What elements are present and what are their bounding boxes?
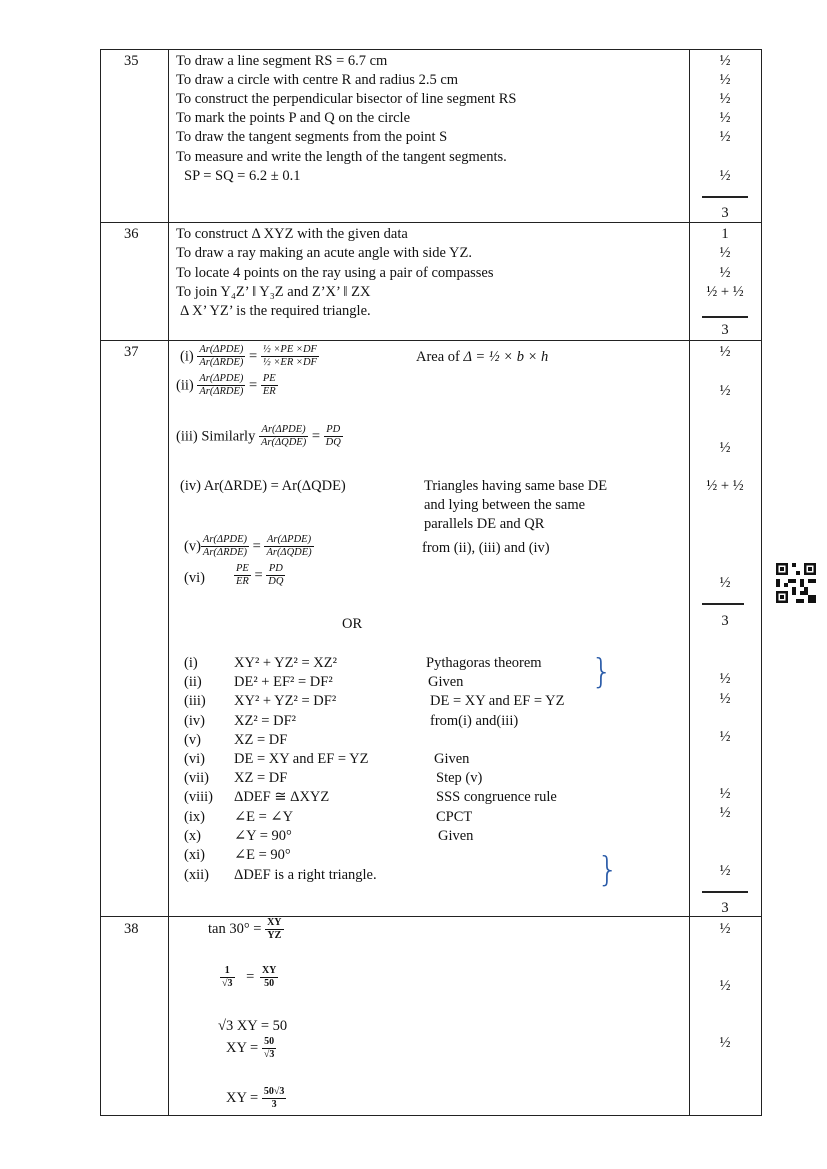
q37-total-rule-b [702,891,748,893]
q37-iii-rhs [324,424,343,449]
alt-step-reason: Given [428,674,464,690]
q37-i-lhs-den: Ar(ΔRDE) [199,357,244,369]
brace-right-icon: } [597,850,619,890]
q37-total-a: 3 [721,613,729,629]
q38-line-3: √3 XY = 50 [218,1018,288,1034]
q37-i-lhs-num: Ar(ΔPDE) [197,344,245,357]
q37-i-label: (i) [180,348,194,365]
q37-mark-a3: ½ [719,440,731,456]
row-separator-37-38 [100,916,762,917]
q37-iii-label: (iii) Similarly [176,428,256,445]
q36-total: 3 [721,322,729,338]
q35-step-5: To draw the tangent segments from the point S [176,129,448,145]
q38-l5-num: 50√3 [263,1086,285,1097]
q38-l1-frac [265,917,283,941]
q37-step-ii: (ii) $\frac{\text{Ar(ΔPDE)}}{\text{Ar(ΔRDE)}}$ = $\frac{PE}{ER}$ [176,373,276,398]
q37-total-rule-a [702,603,744,605]
q37-mark-a1: ½ [719,344,731,360]
alt-step-reason: Given [438,828,474,844]
q37-vi-lhs-num: PE [234,563,251,576]
alt-step-label: (i) [184,655,198,671]
q36-step-3: To locate 4 points on the ray using a pair of compasses [176,265,494,281]
alt-step-label: (x) [184,828,201,844]
alt-step-label: (xi) [184,847,205,863]
q37-step-vi: $\frac{PE}{ER}$ = $\frac{PD}{DQ}$ [236,563,284,588]
alt-step-reason: SSS congruence rule [436,789,557,805]
q36-mark-3: ½ [719,265,731,281]
q38-l4-prefix: XY = [226,1039,259,1056]
q37-ii-rhs [261,373,278,398]
q38-l2-rden: 50 [264,977,275,989]
q37-vi-lhs-den: ER [236,576,249,588]
alt-step-label: (iii) [184,693,206,709]
q37-ii-label: (ii) [176,377,194,394]
alt-step-statement: ΔDEF is a right triangle. [234,867,377,883]
q37-vi-label: (vi) [184,570,205,586]
table-divider-1 [168,49,169,1116]
alt-step-statement: DE² + EF² = DF² [234,674,333,690]
q36-step-5: Δ X’ YZ’ is the required triangle. [180,303,371,319]
q37-mark-b5: ½ [719,805,731,821]
q35-total: 3 [721,205,729,221]
q37-mark-b3: ½ [719,729,731,745]
q37-i-rhs-den: ½ ×ER ×DF [262,357,317,369]
qr-code-icon [776,563,816,603]
q35-step-6: To measure and write the length of the tangent segments. [176,149,507,165]
q37-step-v: (v) $\frac{\text{Ar(ΔPDE)}}{\text{Ar(ΔRDE)}}$ = $\frac{\text{Ar(ΔPDE)}}{\text{Ar(ΔQDE)}}$ [184,534,312,559]
q37-mark-b1: ½ [719,671,731,687]
q38-l2-lhs [220,965,235,989]
table-left-border [100,49,101,1116]
q37-v-lhs-num: Ar(ΔPDE) [201,534,249,547]
q35-mark-1: ½ [719,53,731,69]
alt-step-label: (xii) [184,867,209,883]
q37-i-rhs [261,344,319,369]
q37-iii-lhs-num: Ar(ΔPDE) [259,424,308,437]
q37-total-b: 3 [721,900,729,916]
q38-l2-eq: = [246,968,255,985]
q37-i-lhs [197,344,245,369]
question-number-35: 35 [124,53,139,69]
question-number-36: 36 [124,226,139,242]
q37-iv-reason-3: parallels DE and QR [424,516,545,532]
q38-l4-frac [262,1036,277,1060]
q37-v-lhs [201,534,249,559]
q38-l2-rnum: XY [261,965,277,976]
q36-mark-1: 1 [721,226,729,242]
q38-mark-1: ½ [719,921,731,937]
q37-iii-rhs-den: DQ [325,437,341,449]
alt-step-label: (vii) [184,770,209,786]
alt-step-statement: ∠Y = 90° [234,828,292,844]
alt-step-reason: Pythagoras theorem [426,655,542,671]
q37-mark-a5: ½ [719,575,731,591]
q35-step-4: To mark the points P and Q on the circle [176,110,411,126]
q37-ii-rhs-den: ER [262,386,276,398]
q37-v-rhs-num: Ar(ΔPDE) [264,534,313,547]
q37-mark-b2: ½ [719,691,731,707]
q35-mark-3: ½ [719,91,731,107]
q37-mark-b4: ½ [719,786,731,802]
q37-area-formula [416,350,548,365]
q37-vi-rhs-den: DQ [268,576,284,588]
alt-step-statement: XZ = DF [234,770,288,786]
q37-mark-a4: ½ + ½ [706,478,744,494]
or-separator: OR [342,616,363,632]
alt-step-statement: DE = XY and EF = YZ [234,751,369,767]
q37-step-iii: (iii) Similarly $\frac{\text{Ar(ΔPDE)}}{\text{Ar(ΔQDE)}}$ = $\frac{PD}{DQ}$ [176,424,341,449]
q35-step-1: To draw a line segment RS = 6.7 cm [176,53,388,69]
q36-mark-4: ½ + ½ [706,284,744,300]
q36-step-4: To join Y₄Z’ ǁ Y₃Z and Z’X’ ǁ ZX [176,284,371,300]
q36-step-2: To draw a ray making an acute angle with side YZ. [176,245,472,261]
q35-mark-5: ½ [719,129,731,145]
q35-mark-4: ½ [719,110,731,126]
q37-vi-rhs [266,563,285,588]
q38-line-2 [220,965,278,989]
row-separator-35-36 [100,222,762,223]
q37-v-rhs-den: Ar(ΔQDE) [266,547,312,559]
q35-result: SP = SQ = 6.2 ± 0.1 [184,168,301,184]
alt-step-label: (v) [184,732,201,748]
q36-step-1: To construct Δ XYZ with the given data [176,226,408,242]
q38-l2-den: √3 [222,977,233,989]
q38-l2-rhs [260,965,278,989]
q37-area-expr: Δ = ½ × b × h [463,349,549,365]
q38-l1-den: YZ [267,929,282,941]
q37-step-iv: (iv) Ar(ΔRDE) = Ar(ΔQDE) [180,478,346,494]
q38-line-1 [208,917,284,941]
q35-step-3: To construct the perpendicular bisector of line segment RS [176,91,517,107]
q38-line-5 [226,1086,286,1110]
q38-l2-num: 1 [220,965,235,978]
q35-total-rule [702,196,748,198]
q38-l4-num: 50 [262,1036,277,1049]
q37-vi-lhs [234,563,251,588]
alt-step-reason: from(i) and(iii) [430,713,519,729]
table-divider-2 [689,49,690,1116]
q37-iii-rhs-num: PD [324,424,343,437]
alt-step-reason: CPCT [436,809,473,825]
q37-ii-lhs-num: Ar(ΔPDE) [197,373,245,386]
q37-mark-b6: ½ [719,863,731,879]
q35-step-2: To draw a circle with centre R and radius 2.5 cm [176,72,459,88]
q37-v-rhs [264,534,313,559]
alt-step-label: (ii) [184,674,202,690]
q38-l5-frac [262,1086,287,1110]
q37-ii-lhs-den: Ar(ΔRDE) [199,386,244,398]
alt-step-label: (ix) [184,809,205,825]
alt-step-statement: ∠E = 90° [234,847,291,863]
q37-mark-a2: ½ [719,383,731,399]
table-top-border [100,49,762,50]
alt-step-statement: XZ² = DF² [234,713,296,729]
alt-step-reason: Step (v) [436,770,483,786]
table-right-border [761,49,762,1116]
q38-line-4 [226,1036,276,1060]
alt-step-reason: DE = XY and EF = YZ [430,693,565,709]
q38-mark-3: ½ [719,1035,731,1051]
q38-l5-den: 3 [271,1098,277,1110]
table-bottom-border [100,1115,762,1116]
q38-l1-num: XY [267,917,282,928]
q37-step-i: (i) $\frac{\text{Ar(ΔPDE)}}{\text{Ar(ΔRDE)}}$ = $\frac{\text{½ ×PE ×DF}}{\text{½ ×ER ×DF}}$ [180,344,317,369]
q37-ii-rhs-num: PE [261,373,278,386]
q38-l5-prefix: XY = [226,1089,259,1106]
alt-step-statement: XZ = DF [234,732,288,748]
q38-l1-prefix: tan 30° = [208,920,262,937]
alt-step-statement: XY² + YZ² = XZ² [234,655,337,671]
q37-area-label: Area of [416,349,460,365]
alt-step-label: (iv) [184,713,205,729]
q37-iv-reason-1: Triangles having same base DE [424,478,608,494]
alt-step-label: (vi) [184,751,205,767]
alt-step-statement: ΔDEF ≅ ΔXYZ [234,789,330,805]
alt-step-reason: Given [434,751,470,767]
q37-ii-lhs [197,373,245,398]
alt-step-statement: ∠E = ∠Y [234,809,294,825]
alt-step-label: (viii) [184,789,213,805]
q36-total-rule [702,316,748,318]
q37-v-lhs-den: Ar(ΔRDE) [202,547,247,559]
q37-iv-reason-2: and lying between the same [424,497,586,513]
q37-iii-lhs-den: Ar(ΔQDE) [260,437,307,449]
brace-right-icon: } [591,652,613,692]
q35-mark-6: ½ [719,168,731,184]
question-number-38: 38 [124,921,139,937]
q38-l4-den: √3 [263,1048,275,1060]
q37-i-rhs-num: ½ ×PE ×DF [261,344,319,357]
q35-mark-2: ½ [719,72,731,88]
q37-v-reason: from (ii), (iii) and (iv) [422,540,550,556]
q36-mark-2: ½ [719,245,731,261]
alt-step-statement: XY² + YZ² = DF² [234,693,337,709]
q37-v-label: (v) [184,538,201,555]
row-separator-36-37 [100,340,762,341]
q37-iii-lhs [259,424,308,449]
q37-vi-rhs-num: PD [266,563,285,576]
question-number-37: 37 [124,344,139,360]
q38-mark-2: ½ [719,978,731,994]
